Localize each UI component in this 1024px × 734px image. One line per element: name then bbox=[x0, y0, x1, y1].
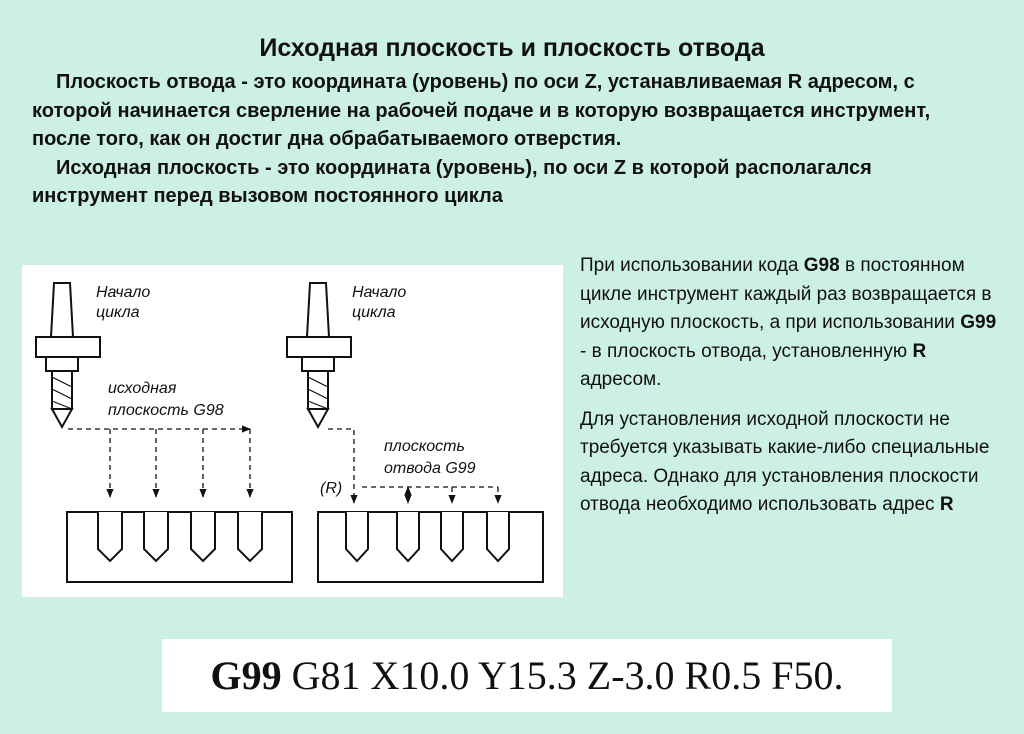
right-plane-label-1: плоскость bbox=[384, 438, 465, 455]
address-explanation bbox=[580, 406, 1000, 520]
right-workpiece bbox=[318, 512, 543, 582]
right-start-label-1: Начало bbox=[352, 284, 407, 301]
drilling-cycle-diagram bbox=[22, 265, 563, 597]
left-plane-label-1: исходная bbox=[108, 380, 177, 397]
text-run: При использовании кода bbox=[580, 255, 804, 276]
explanation-text bbox=[580, 252, 1000, 531]
address-r: R bbox=[939, 494, 954, 515]
left-tool bbox=[36, 283, 100, 427]
page-title: Исходная плоскость и плоскость отвода bbox=[259, 34, 765, 62]
left-start-label-2: цикла bbox=[96, 304, 140, 321]
initial-plane-definition: Исходная плоскость - это координата (уровень), по оси Z в которой располагался инструмент перед вызовом постоянного цикла bbox=[32, 156, 872, 207]
diagram-svg bbox=[22, 265, 563, 597]
text-run: - в плоскость отвода, установленную bbox=[580, 340, 913, 362]
example-code-line bbox=[162, 639, 892, 712]
text-run: адресом. bbox=[580, 369, 662, 390]
text-run: в постоянном цикле инструмент каждый раз возвращается в исходную плоскость, а при использовании bbox=[580, 255, 992, 333]
g98-g99-explanation bbox=[580, 252, 1000, 395]
code-g99-bold: G99 bbox=[210, 653, 282, 698]
right-tool bbox=[287, 283, 351, 427]
code-rest: G81 X10.0 Y15.3 Z-3.0 R0.5 F50. bbox=[281, 653, 844, 698]
right-plane-label-2: отвода G99 bbox=[384, 460, 476, 477]
code-g98: G98 bbox=[803, 255, 840, 276]
left-start-label-1: Начало bbox=[96, 284, 151, 301]
text-run: Для установления исходной плоскости не требуется указывать какие-либо специальные адреса. Однако для установления плоскости отвода необходимо использовать адрес bbox=[580, 408, 990, 515]
r-label: (R) bbox=[320, 480, 343, 497]
left-initial-plane-path bbox=[68, 429, 250, 497]
left-plane-label-2: плоскость G98 bbox=[108, 402, 224, 419]
code-g99: G99 bbox=[960, 312, 997, 333]
address-r: R bbox=[912, 340, 927, 362]
left-workpiece bbox=[67, 512, 292, 582]
retract-plane-definition: Плоскость отвода - это координата (уровень) по оси Z, устанавливаемая R адресом, с которой начинается сверление на рабочей подаче и в которую возвращается инструмент, после того, как он достиг дна обрабатываемого отверстия. bbox=[32, 71, 931, 150]
right-start-label-2: цикла bbox=[352, 304, 396, 321]
intro-text bbox=[32, 68, 992, 211]
